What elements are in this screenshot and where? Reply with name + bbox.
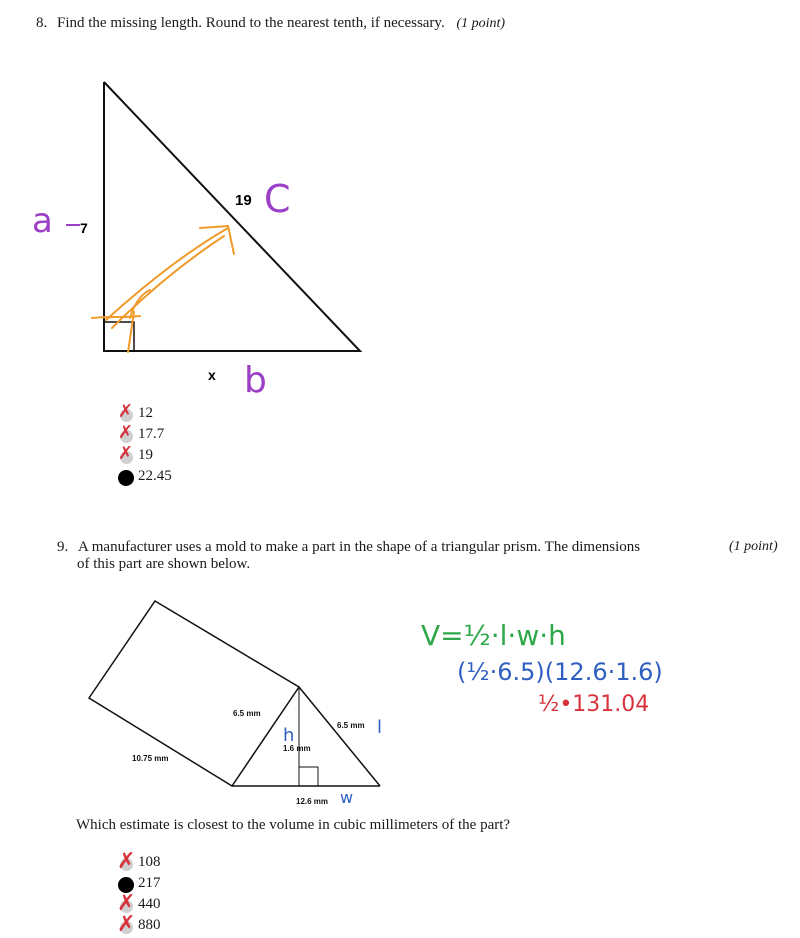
q9-number: 9. [57, 539, 69, 555]
q8-label-side-a: 7 [80, 220, 88, 236]
q9-back-face [89, 601, 299, 786]
q9-points: (1 point) [729, 539, 778, 554]
q9-prompt: Which estimate is closest to the volume in cubic millimeters of the part? [76, 817, 511, 833]
q8-option-2-label: 17.7 [138, 426, 165, 442]
q9-option-1-label: 108 [138, 854, 161, 870]
q8-question-text: Find the missing length. Round to the nearest tenth, if necessary. [57, 15, 445, 31]
red-x-mark-icon: ✗ [118, 401, 134, 421]
q9-question-text: A manufacturer uses a mold to make a part in the shape of a triangular prism. The dimensions [78, 539, 641, 555]
red-x-mark-icon: ✗ [117, 890, 136, 915]
q9-hand-formula: V=½·l·w·h [421, 619, 566, 652]
q9-option-4-label: 880 [138, 917, 161, 933]
q9-label-left-side: 6.5 mm [233, 709, 261, 718]
q9-question-text-line2: of this part are shown below. [77, 556, 251, 572]
red-x-mark-icon: ✗ [117, 848, 136, 873]
q8-option-1-label: 12 [138, 405, 153, 421]
q9-label-height: 1.6 mm [283, 744, 311, 753]
q9-option-3-label: 440 [138, 896, 161, 912]
q8-hand-a: a [32, 201, 53, 241]
red-x-mark-icon: ✗ [118, 422, 134, 442]
q8-label-hyp: 19 [235, 192, 252, 209]
q9-hand-h: h [283, 725, 295, 746]
q8-hand-b: b [244, 360, 267, 401]
q9-option-2-label: 217 [138, 875, 161, 891]
q9-label-length: 10.75 mm [132, 754, 169, 763]
q9-hand-result: ½•131.04 [538, 692, 650, 717]
red-x-mark-icon: ✗ [118, 443, 134, 463]
q9-right-angle-mark [299, 767, 318, 786]
q9-label-right-side: 6.5 mm [337, 721, 365, 730]
red-x-mark-icon: ✗ [117, 911, 136, 936]
q8-option-4-label: 22.45 [138, 468, 172, 484]
q8-option-3-label: 19 [138, 447, 153, 463]
q8-points: (1 point) [456, 16, 506, 31]
q8-label-base: x [208, 367, 216, 383]
q9-hand-w: w [340, 788, 354, 807]
q9-hand-substitution: (½·6.5)(12.6·1.6) [457, 658, 663, 686]
q9-hand-l: l [377, 717, 383, 738]
q8-hand-c: C [264, 177, 291, 221]
q9-label-base: 12.6 mm [296, 797, 329, 806]
q8-number: 8. [36, 15, 48, 31]
